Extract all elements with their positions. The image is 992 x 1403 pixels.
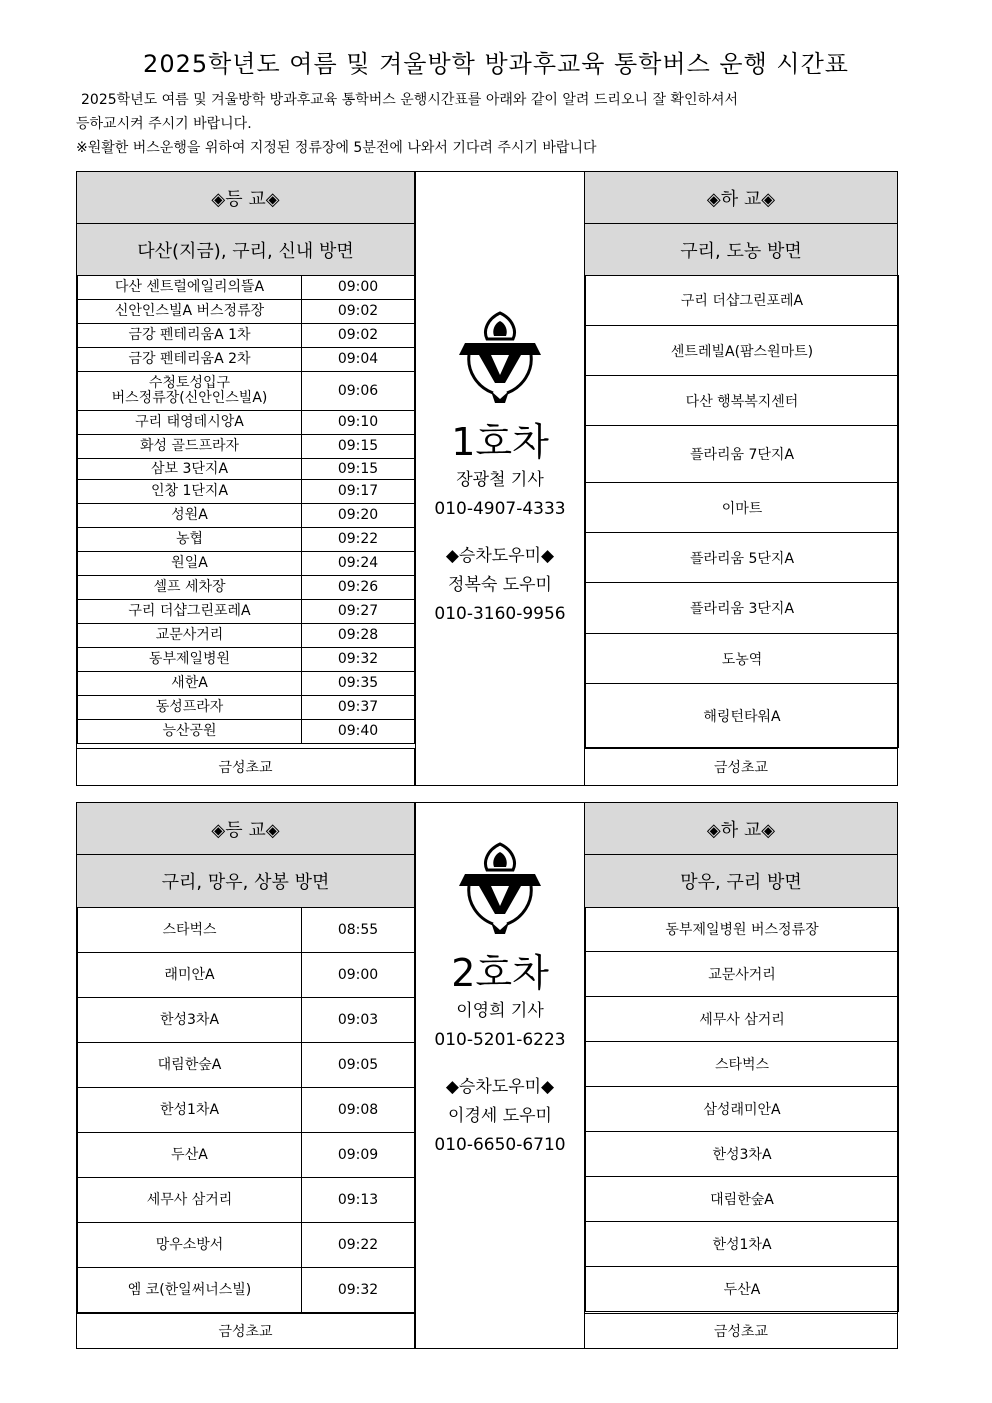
bus2-stop-list	[77, 907, 415, 1313]
stop-time: 09:22	[302, 1223, 415, 1268]
return-stop: 플라리움 5단지A	[585, 533, 899, 583]
bus2-driver-phone: 010-5201-6223	[434, 1030, 566, 1050]
stop-time: 09:09	[302, 1133, 415, 1178]
return-stop: 도농역	[585, 634, 899, 684]
stop-time: 09:04	[302, 348, 415, 372]
stop-name: 다산 센트럴에일리의뜰A	[78, 276, 302, 300]
bus1-return-list	[585, 275, 899, 748]
stop-time: 09:22	[302, 528, 415, 552]
return-stop: 한성3차A	[585, 1132, 899, 1177]
bus2-label: 2호차	[451, 951, 549, 995]
stop-time: 09:10	[302, 411, 415, 435]
return-stop: 대림한숲A	[585, 1177, 899, 1222]
stop-row	[78, 480, 415, 504]
stop-row	[78, 372, 415, 411]
stop-name: 농협	[78, 528, 302, 552]
stop-time: 09:27	[302, 600, 415, 624]
stop-name: 원일A	[78, 552, 302, 576]
stop-row	[78, 276, 415, 300]
bus1-to-school-header: ◈등 교◈	[76, 171, 415, 224]
stop-row	[78, 459, 415, 480]
bus2-from-route: 망우, 구리 방면	[584, 854, 898, 908]
stop-row	[78, 324, 415, 348]
bus1-label: 1호차	[451, 420, 549, 464]
stop-row	[78, 552, 415, 576]
bus1-from-school-header: ◈하 교◈	[584, 171, 898, 224]
stop-row	[78, 672, 415, 696]
bus1-info	[415, 171, 585, 786]
stop-name: 금강 펜테리움A 2차	[78, 348, 302, 372]
bus2-helper-title: ◆승차도우미◆	[445, 1077, 555, 1097]
stop-name: 구리 더샵그린포레A	[78, 600, 302, 624]
stop-row	[78, 720, 415, 744]
stop-name: 능산공원	[78, 720, 302, 744]
stop-row	[78, 300, 415, 324]
bus2-helper-phone: 010-6650-6710	[434, 1135, 566, 1155]
bus1-from-route: 구리, 도농 방면	[584, 223, 898, 276]
stop-row	[78, 1043, 415, 1088]
bus2-to-route: 구리, 망우, 상봉 방면	[76, 854, 415, 908]
stop-row	[78, 411, 415, 435]
stop-name: 금강 펜테리움A 1차	[78, 324, 302, 348]
return-stop: 구리 더샵그린포레A	[585, 275, 899, 326]
return-stop: 다산 행복복지센터	[585, 376, 899, 426]
bus1-from-end: 금성초교	[584, 748, 898, 786]
stop-time: 09:17	[302, 480, 415, 504]
stop-time: 09:00	[302, 276, 415, 300]
stop-name: 신안인스빌A 버스정류장	[78, 300, 302, 324]
stop-row	[78, 908, 415, 953]
return-stop: 이마트	[585, 483, 899, 533]
stop-time: 09:15	[302, 435, 415, 459]
bus1-helper-phone: 010-3160-9956	[434, 604, 566, 624]
stop-time: 09:24	[302, 552, 415, 576]
stop-name: 삼보 3단지A	[78, 459, 302, 480]
stop-row	[78, 998, 415, 1043]
stop-name: 대림한숲A	[78, 1043, 302, 1088]
stop-time: 09:02	[302, 300, 415, 324]
stop-time: 09:08	[302, 1088, 415, 1133]
stop-name: 동성프라자	[78, 696, 302, 720]
intro-line-3: ※원활한 버스운행을 위하여 지정된 정류장에 5분전에 나와서 기다려 주시기 바랍니다	[76, 140, 597, 156]
stop-time: 09:32	[302, 648, 415, 672]
stop-time: 09:13	[302, 1178, 415, 1223]
stop-time: 09:15	[302, 459, 415, 480]
stop-row	[78, 576, 415, 600]
stop-row	[78, 1268, 415, 1313]
stop-time: 08:55	[302, 908, 415, 953]
stop-row	[78, 648, 415, 672]
stop-name: 동부제일병원	[78, 648, 302, 672]
stop-row	[78, 953, 415, 998]
return-stop: 센트레빌A(팜스원마트)	[585, 326, 899, 376]
stop-row	[78, 348, 415, 372]
return-stop: 플라리움 3단지A	[585, 583, 899, 634]
bus1-to-end: 금성초교	[76, 748, 415, 786]
bus1-helper: 정복숙 도우미	[448, 575, 552, 595]
intro-notice	[76, 88, 916, 160]
bus2-from-end: 금성초교	[584, 1313, 898, 1349]
stop-name: 교문사거리	[78, 624, 302, 648]
stop-name: 구리 태영데시앙A	[78, 411, 302, 435]
stop-name: 수청토성입구 버스정류장(신안인스빌A)	[78, 372, 302, 411]
bus2-return-list	[585, 907, 899, 1312]
bus2-to-end: 금성초교	[76, 1313, 415, 1349]
intro-line-1: 2025학년도 여름 및 겨울방학 방과후교육 통학버스 운행시간표를 아래와 같이 알려 드리오니 잘 확인하셔서	[81, 92, 739, 108]
return-stop: 두산A	[585, 1267, 899, 1312]
stop-name: 셀프 세차장	[78, 576, 302, 600]
stop-time: 09:28	[302, 624, 415, 648]
bus1-driver: 장광철 기사	[456, 470, 544, 490]
stop-time: 09:06	[302, 372, 415, 411]
stop-time: 09:05	[302, 1043, 415, 1088]
stop-time: 09:37	[302, 696, 415, 720]
stop-time: 09:03	[302, 998, 415, 1043]
school-emblem-icon	[457, 309, 543, 405]
stop-time: 09:32	[302, 1268, 415, 1313]
return-stop: 세무사 삼거리	[585, 997, 899, 1042]
stop-row	[78, 624, 415, 648]
stop-row	[78, 1223, 415, 1268]
stop-name: 세무사 삼거리	[78, 1178, 302, 1223]
stop-name: 성원A	[78, 504, 302, 528]
stop-row	[78, 1088, 415, 1133]
stop-name: 화성 골드프라자	[78, 435, 302, 459]
stop-name: 한성1차A	[78, 1088, 302, 1133]
stop-name: 망우소방서	[78, 1223, 302, 1268]
stop-time: 09:26	[302, 576, 415, 600]
bus2-info	[415, 802, 585, 1349]
return-stop: 플라리움 7단지A	[585, 426, 899, 483]
stop-time: 09:40	[302, 720, 415, 744]
stop-time: 09:00	[302, 953, 415, 998]
bus2-from-school-header: ◈하 교◈	[584, 802, 898, 855]
bus1-to-route: 다산(지금), 구리, 신내 방면	[76, 223, 415, 276]
stop-name: 엠 코(한일써너스빌)	[78, 1268, 302, 1313]
return-stop: 동부제일병원 버스정류장	[585, 907, 899, 952]
bus1-driver-phone: 010-4907-4333	[434, 499, 566, 519]
stop-row	[78, 528, 415, 552]
stop-row	[78, 696, 415, 720]
page-title: 2025학년도 여름 및 겨울방학 방과후교육 통학버스 운행 시간표	[143, 50, 849, 78]
stop-name: 새한A	[78, 672, 302, 696]
intro-line-2: 등하교시켜 주시기 바랍니다.	[76, 116, 252, 132]
stop-row	[78, 504, 415, 528]
stop-name: 한성3차A	[78, 998, 302, 1043]
stop-name: 래미안A	[78, 953, 302, 998]
stop-time: 09:20	[302, 504, 415, 528]
stop-row	[78, 1133, 415, 1178]
stop-time: 09:02	[302, 324, 415, 348]
return-stop: 해링턴타워A	[585, 684, 899, 748]
return-stop: 한성1차A	[585, 1222, 899, 1267]
school-emblem-icon	[457, 840, 543, 936]
stop-name: 스타벅스	[78, 908, 302, 953]
stop-row	[78, 1178, 415, 1223]
bus2-timetable	[76, 802, 898, 1349]
bus2-to-school-header: ◈등 교◈	[76, 802, 415, 855]
bus2-driver: 이영희 기사	[456, 1001, 544, 1021]
bus1-timetable	[76, 171, 898, 786]
stop-row	[78, 600, 415, 624]
stop-row	[78, 435, 415, 459]
bus1-stop-list	[77, 275, 415, 744]
stop-name: 인창 1단지A	[78, 480, 302, 504]
stop-time: 09:35	[302, 672, 415, 696]
stop-name: 두산A	[78, 1133, 302, 1178]
return-stop: 삼성래미안A	[585, 1087, 899, 1132]
bus1-helper-title: ◆승차도우미◆	[445, 546, 555, 566]
return-stop: 스타벅스	[585, 1042, 899, 1087]
bus2-helper: 이경세 도우미	[448, 1106, 552, 1126]
return-stop: 교문사거리	[585, 952, 899, 997]
